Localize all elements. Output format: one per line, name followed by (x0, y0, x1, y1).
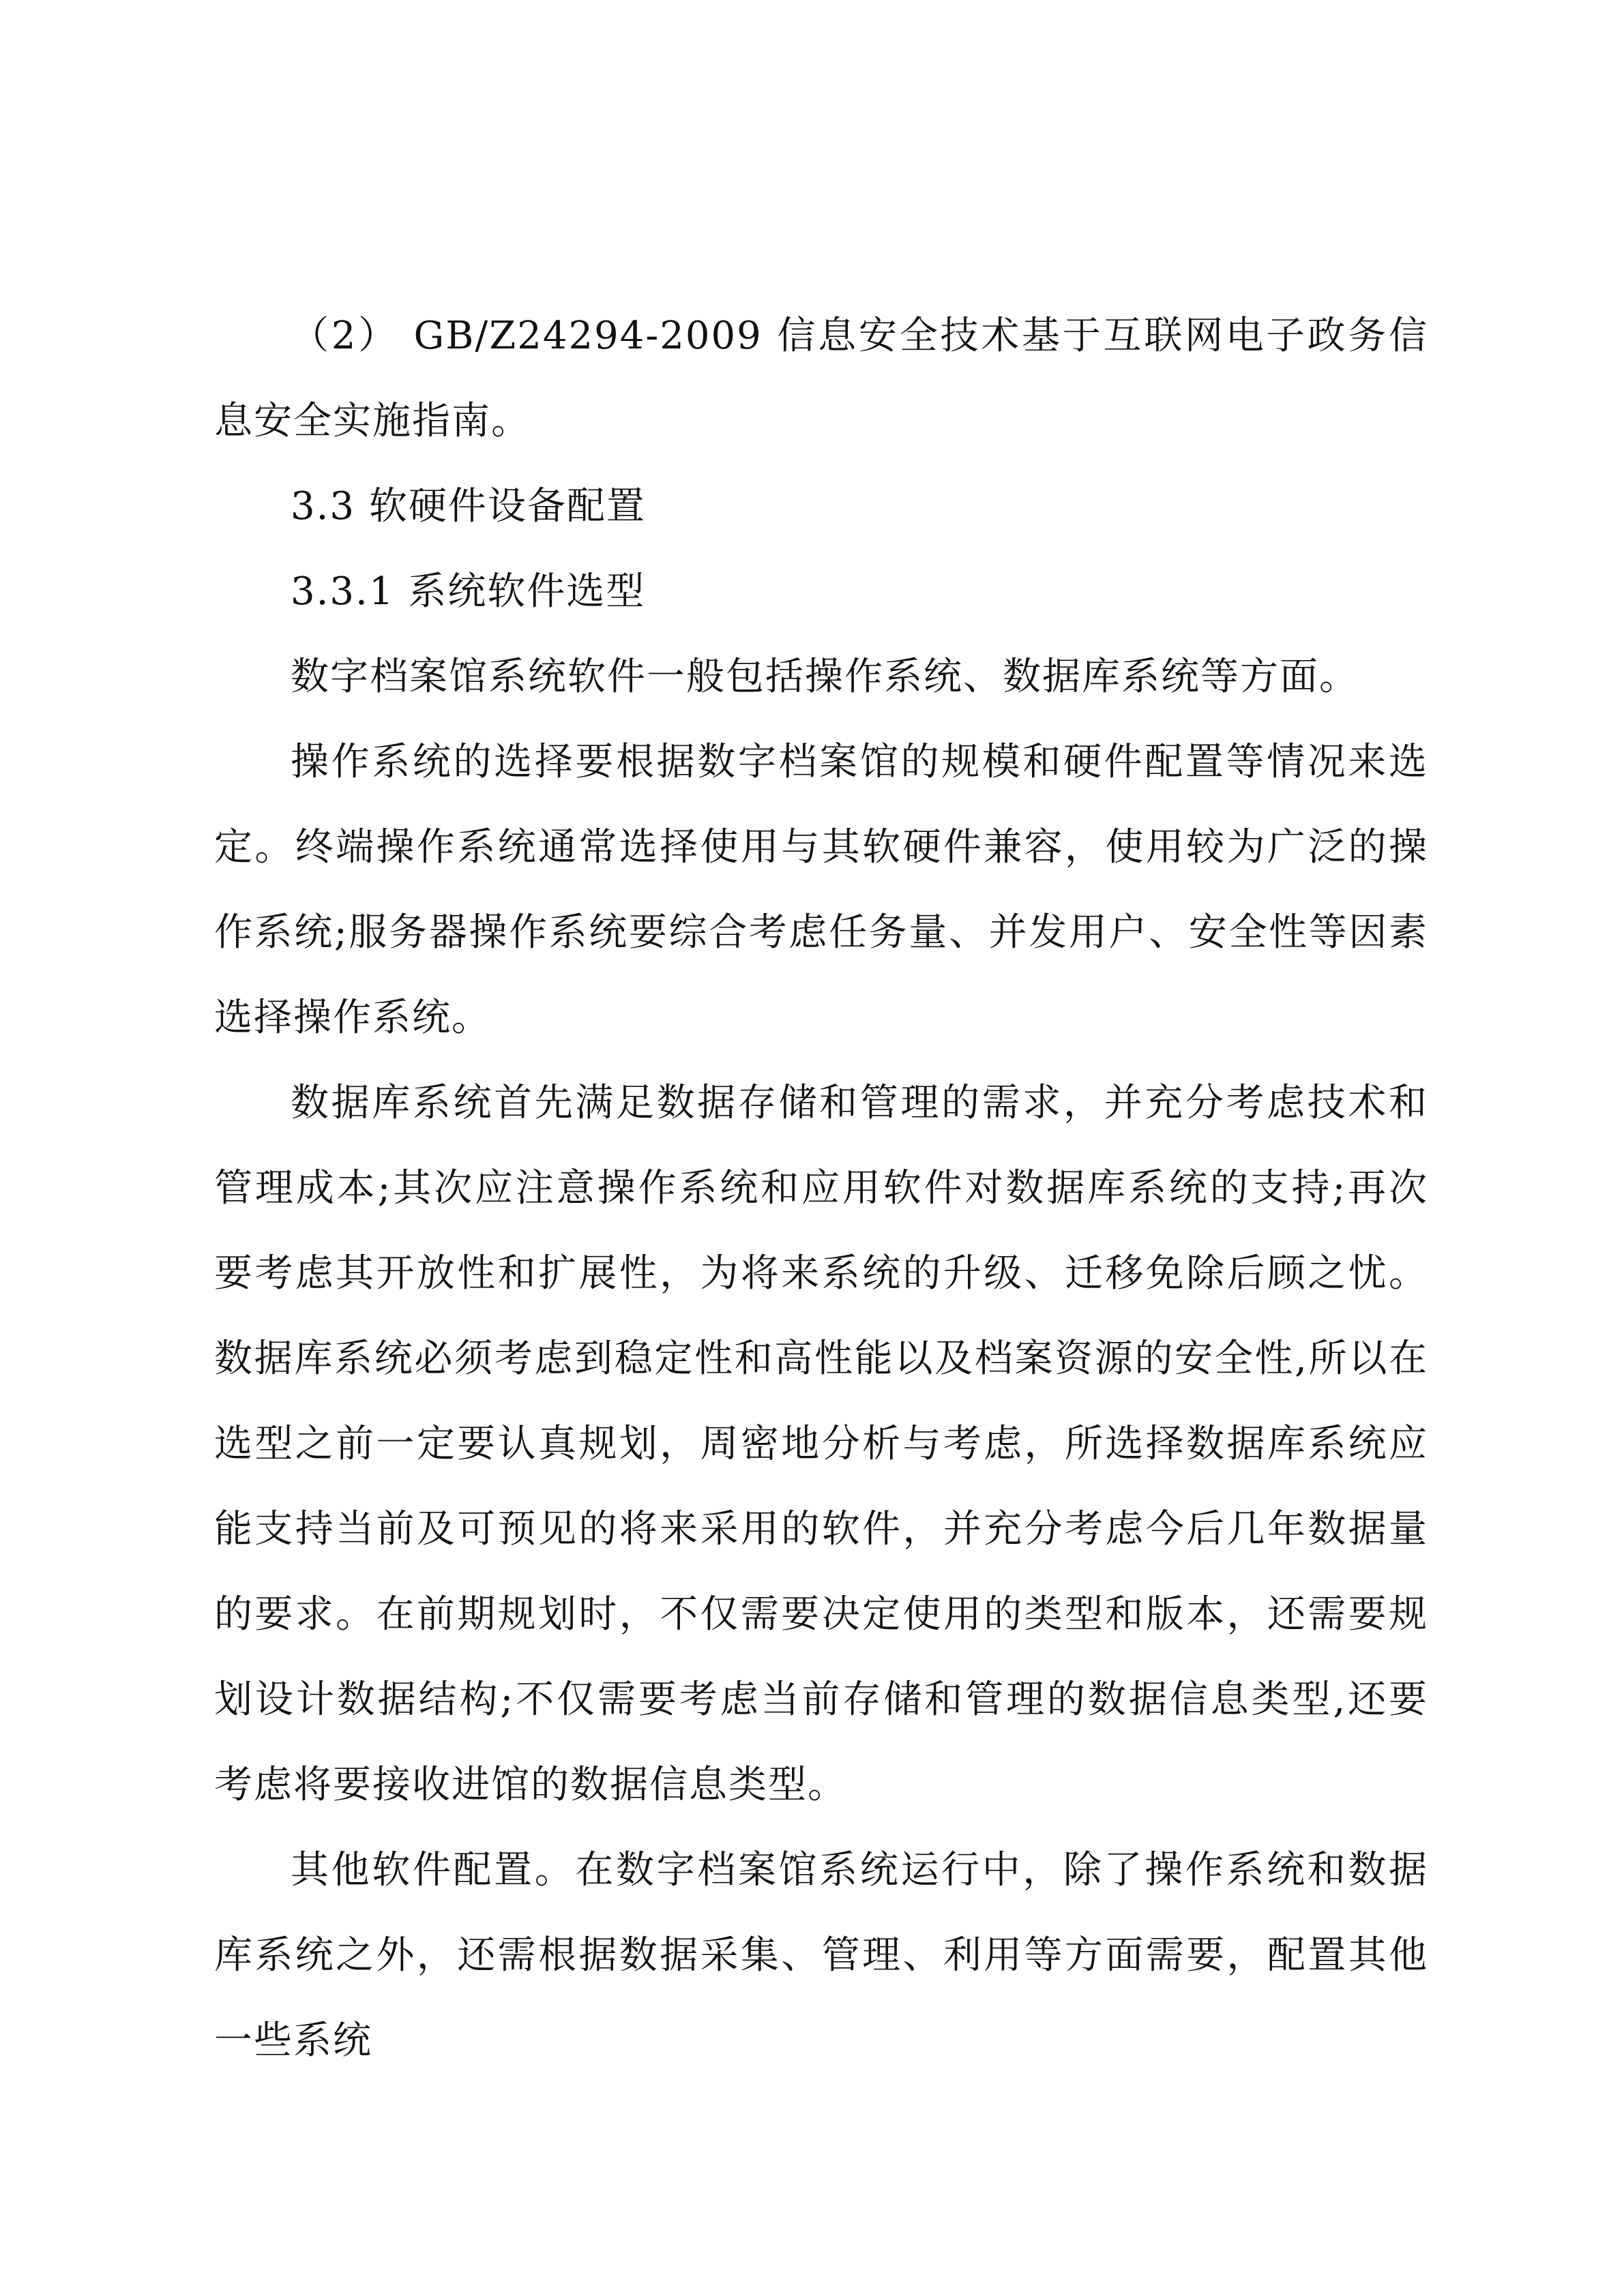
paragraph-database-system: 数据库系统首先满足数据存储和管理的需求，并充分考虑技术和管理成本;其次应注意操作系统和应用软件对数据库系统的支持;再次要考虑其开放性和扩展性，为将来系统的升级、迁移免除后顾之忧。数据库系统必须考虑到稳定性和高性能以及档案资源的安全性,所以在选型之前一定要认真规划，周密地分析与考虑，所选择数据库系统应能支持当前及可预见的将来采用的软件，并充分考虑今后几年数据量的要求。在前期规划时，不仅需要决定使用的类型和版本，还需要规划设计数据结构;不仅需要考虑当前存储和管理的数据信息类型,还要考虑将要接收进馆的数据信息类型。 (214, 1081, 1428, 1807)
section-heading-3-3-1: 3.3.1 系统软件选型 (291, 569, 646, 614)
document-page (214, 293, 1428, 2083)
paragraph-standard-reference: （2） GB/Z24294-2009 信息安全技术基于互联网电子政务信息安全实施指南。 (214, 314, 1428, 443)
paragraph-other-software: 其他软件配置。在数字档案馆系统运行中，除了操作系统和数据库系统之外，还需根据数据采集、管理、利用等方面需要，配置其他一些系统 (214, 1848, 1428, 2063)
paragraph-system-software-intro: 数字档案馆系统软件一般包括操作系统、数据库系统等方面。 (291, 655, 1359, 699)
paragraph-operating-system: 操作系统的选择要根据数字档案馆的规模和硬件配置等情况来选定。终端操作系统通常选择使用与其软硬件兼容，使用较为广泛的操作系统;服务器操作系统要综合考虑任务量、并发用户、安全性等因素选择操作系统。 (214, 740, 1428, 1040)
section-heading-3-3: 3.3 软硬件设备配置 (291, 484, 646, 528)
